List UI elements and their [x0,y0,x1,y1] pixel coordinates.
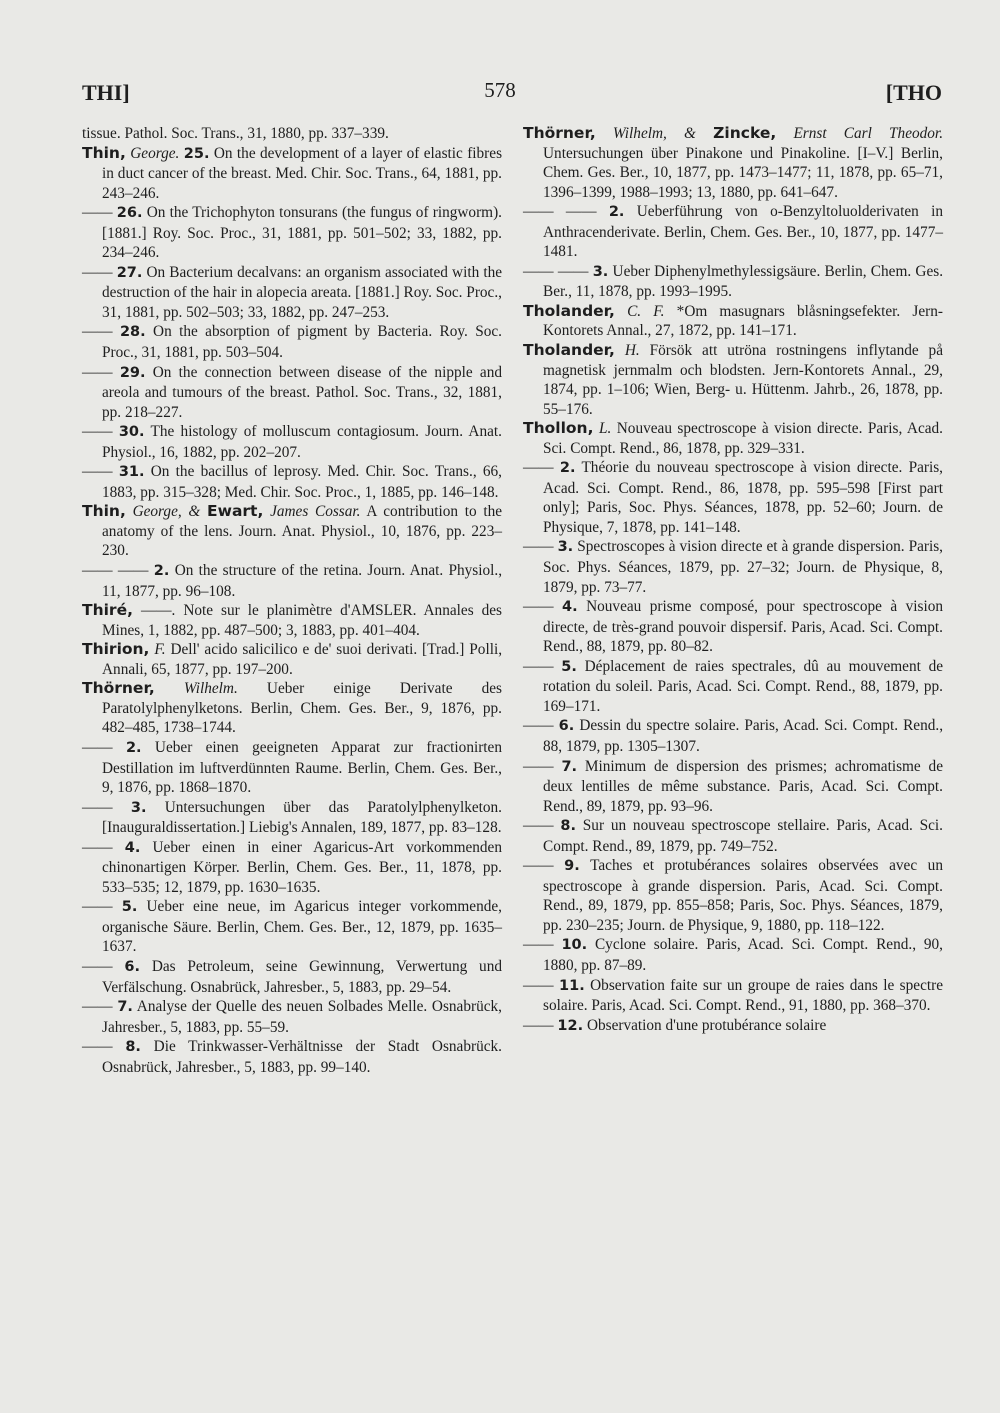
bibliography-entry [523,816,943,856]
bibliography-entry [82,897,502,957]
entry-text: A contribution to the anatomy of the lens. Journ. Anat. Physiol., 10, 1876, pp. 223–230. [102,503,503,560]
entry-text: Ueber einige Derivate des Paratolylphenylketons. Berlin, Chem. Ges. Ber., 9, 1876, pp. 482–485, 1738–1744. [102,680,502,737]
entry-number: 3. [592,263,609,280]
entry-number: 30. [118,424,145,441]
entry-number: 10. [561,937,588,954]
entry-text: On the Trichophyton tonsurans (the fungus of ringworm). [1881.] Roy. Soc. Proc., 31, 1881, pp. 501–502; 33, 1882, pp. 234–246. [102,204,502,262]
entry-number: 27. [116,264,143,281]
bibliography-entry [82,363,502,423]
entry-dash: —— [82,204,113,222]
bibliography-entry [523,976,943,1016]
entry-text: Das Petroleum, seine Gewinnung, Verwertung und Verfälschung. Osnabrück, Jahresber., 5, 1883, pp. 29–54. [102,957,502,996]
bibliography-entry [523,458,943,537]
entry-text: Ueber einen geeigneten Apparat zur fractionirten Destillation im luftverdünnten Raume. Berlin, Chem. Ges. Ber., 9, 1876, pp. 1868–1870. [102,738,502,797]
entry-number: 26. [116,205,143,222]
entry-dash: —— [523,657,554,675]
bibliography-entry [523,716,943,756]
entry-number: 2. [153,563,170,580]
entry-dash: —— —— [523,262,589,280]
bibliography-entry [82,601,502,640]
entry-dash: —— [82,463,113,481]
entry-dash: —— [523,976,554,994]
bibliography-entry [82,738,502,798]
entry-number: 12. [557,1017,584,1034]
bibliography-entry [523,597,943,657]
entry-number: 2. [559,460,576,477]
bibliography-entry [523,856,943,935]
entry-number: 7. [561,758,578,775]
bibliography-entry [82,679,502,738]
author-given-name: Wilhelm. [183,680,238,698]
bibliography-entry [82,997,502,1037]
author-name: Tholander, [523,301,615,320]
entry-number: 28. [119,324,146,341]
bibliography-entry [523,341,943,419]
entry-text: Ueber Diphenylmethylessigsäure. Berlin, Chem. Ges. Ber., 11, 1878, pp. 1993–1995. [543,262,944,301]
author-name: Thörner, [82,679,155,698]
left-column [82,124,502,1077]
entry-number: 2. [608,204,625,221]
entry-dash: —— [523,817,554,835]
entry-text: tissue. Pathol. Soc. Trans., 31, 1880, pp. 337–339. [82,125,389,142]
bibliography-entry [82,124,502,144]
entry-dash: —— [82,998,113,1016]
bibliography-entry [523,1016,943,1037]
entry-text: Minimum de dispersion des prismes; achromatisme de deux lentilles de même substance. Paris, Acad. Sci. Compt. Rend., 89, 1879, pp. 93–96. [543,757,943,815]
entry-text: Analyse der Quelle des neuen Solbades Melle. Osnabrück, Jahresber., 5, 1883, pp. 55–59. [102,998,502,1036]
author-given-name: George. [130,144,180,162]
bibliography-entry [82,462,502,502]
author-given-name: F. [154,641,166,659]
bibliography-entry [82,957,502,997]
author-given-name: L. [598,420,612,438]
bibliography-entry [523,757,943,817]
running-head-right: [THO [885,80,942,105]
author-name: Thörner, [523,124,596,142]
coauthor-given-name: Ernst Carl Theodor. [793,125,944,142]
entry-dash: —— [82,957,113,975]
entry-text: *Om masugnars blåsningsefekter. Jern-Kontorets Annal., 27, 1872, pp. 141–171. [543,302,943,340]
entry-text: ——. Note sur le planimètre d'AMSLER. Annales des Mines, 1, 1882, pp. 487–500; 3, 1883, pp. 401–404. [102,602,503,639]
entry-text: Taches et protubérances solaires observées avec un spectroscope à grande dispersion. Paris, Acad. Sci. Compt. Rend., 89, 1879, pp. 855–858; Paris, Soc. Phys. Séances, 1879, pp. 230–235; Journ. de Physique, 9, 1880, pp. 118–122. [543,857,943,934]
bibliography-entry [523,537,943,597]
entry-dash: —— [523,1016,554,1034]
author-given-name: C. F. [627,302,665,320]
entry-dash: —— [523,717,554,735]
author-name: Thin, [82,143,126,162]
entry-number: 8. [560,818,576,835]
entry-text: On the structure of the retina. Journ. Anat. Physiol., 11, 1877, pp. 96–108. [102,562,503,600]
bibliography-entry [82,1037,502,1077]
bibliography-entry [82,263,502,323]
entry-dash: —— [82,738,113,756]
entry-dash: —— [523,459,554,477]
entry-dash: —— [82,363,113,381]
entry-number: 5. [561,658,577,675]
entry-number: 31. [118,464,145,481]
bibliography-entry [82,640,502,679]
bibliography-entry [82,798,502,838]
entry-text: Théorie du nouveau spectroscope à vision directe. Paris, Acad. Sci. Compt. Rend., 86, 1878, pp. 595–598 [First part only]; Paris, Soc. Phys. Séances, 1878, pp. 52–60; Journ. de Physique, 7, 1878, pp. 141–148. [543,459,943,536]
bibliography-entry [523,202,943,262]
entry-dash: —— [523,598,554,616]
bibliography-entry [523,935,943,975]
bibliography-entry [82,561,502,601]
entry-dash: —— [523,936,554,954]
bibliography-entry [82,203,502,263]
entry-dash: —— [82,898,113,916]
bibliography-entry [82,502,502,561]
entry-text: Untersuchungen über Pinakone und Pinakoline. [I–V.] Berlin, Chem. Ges. Ber., 10, 1877, pp. 1473–1477; 11, 1878, pp. 65–71, 1396–1399, 1988–1993; 13, 1880, pp. 641–647. [543,144,943,201]
author-name: Thiré, [82,601,133,620]
author-name: Thirion, [82,640,150,659]
entry-text: On the development of a layer of elastic fibres in duct cancer of the breast. Med. Chir. Soc. Trans., 64, 1881, pp. 243–246. [102,144,503,202]
entry-text: Dell' acido salicilico e de' suoi derivati. [Trad.] Polli, Annali, 65, 1877, pp. 197–200. [102,641,503,678]
entry-text: Déplacement de raies spectrales, dû au mouvement de rotation du soleil. Paris, Acad. Sci. Compt. Rend., 88, 1879, pp. 169–171. [543,657,944,715]
bibliography-entry [523,657,943,717]
bibliography-entry [82,838,502,898]
entry-number: 3. [130,799,147,816]
entry-text: Observation d'une protubérance solaire [586,1016,827,1034]
entry-number: 4. [562,599,578,616]
entry-text: On Bacterium decalvans: an organism associated with the destruction of the hair in alopecia areata. [1881.] Roy. Soc. Proc., 31, 1881, pp. 502–503; 33, 1882, pp. 247–253. [102,263,503,321]
entry-text: Untersuchungen über das Paratolylphenylketon. [Inauguraldissertation.] Liebig's Annalen, 189, 1877, pp. 83–128. [102,798,503,837]
entry-text: Ueberführung von o-Benzyltoluolderivaten in Anthracenderivate. Berlin, Chem. Ges. Ber., 10, 1877, pp. 1477–1481. [543,203,943,261]
bibliography-entry [523,124,943,202]
entry-number: 9. [564,858,580,875]
entry-text: On the connection between disease of the nipple and areola and tumours of the breast. Pathol. Soc. Trans., 32, 1881, pp. 218–227. [102,363,502,421]
entry-text: Ueber eine neue, im Agaricus integer vorkommende, organische Säure. Berlin, Chem. Ges. Ber., 12, 1879, pp. 1635–1637. [102,898,503,956]
author-name: Tholander, [523,341,615,360]
entry-number: 29. [119,364,146,381]
bibliography-entry [523,302,943,341]
entry-dash: —— [82,798,113,816]
entry-number: 2. [125,739,142,756]
coauthor-name: Ewart, [207,502,264,521]
right-column [523,124,943,1036]
entry-number: 6. [558,718,575,735]
bibliography-entry [82,422,502,462]
entry-text: The histology of molluscum contagiosum. Journ. Anat. Physiol., 16, 1882, pp. 202–207. [102,423,502,461]
entry-text: On the absorption of pigment by Bacteria. Roy. Soc. Proc., 31, 1881, pp. 503–504. [102,323,503,362]
author-given-name: Wilhelm, & [612,125,696,142]
entry-text: Dessin du spectre solaire. Paris, Acad. Sci. Compt. Rend., 88, 1879, pp. 1305–1307. [543,717,944,755]
entry-text: Nouveau prisme composé, pour spectroscope à vision directe, de très-grand pouvoir dispersif. Paris, Acad. Sci. Compt. Rend., 88, 1879, pp. 80–82. [543,598,943,656]
entry-number: 5. [121,899,138,916]
entry-text: Observation faite sur un groupe de raies dans le spectre solaire. Paris, Acad. Sci. Compt. Rend., 91, 1880, pp. 368–370. [543,976,943,1015]
entry-number: 11. [559,977,585,994]
entry-dash: —— [82,423,113,441]
entry-dash: —— [82,1038,113,1056]
bibliography-entry [82,322,502,362]
entry-number: 25. [183,145,210,162]
entry-dash: —— [82,838,113,856]
entry-number: 3. [557,539,574,556]
entry-number: 8. [125,1039,141,1056]
running-head-left: THI] [82,80,130,105]
entry-dash: —— [82,263,113,281]
bibliography-entry [82,144,502,204]
coauthor-given-name: James Cossar. [270,503,361,521]
entry-number: 4. [124,839,141,856]
page-number: 578 [484,78,516,102]
entry-dash: —— [523,538,554,556]
bibliography-entry [523,262,943,302]
entry-dash: —— —— [82,562,149,580]
entry-text: Die Trinkwasser-Verhältnisse der Stadt Osnabrück. Osnabrück, Jahresber., 5, 1883, pp. 99–140. [102,1038,502,1076]
coauthor-name: Zincke, [713,124,777,142]
entry-dash: —— [82,323,113,341]
entry-dash: —— —— [523,203,597,221]
entry-number: 6. [124,958,141,975]
author-name: Thin, [82,502,126,521]
entry-text: Spectroscopes à vision directe et à grande dispersion. Paris, Soc. Phys. Séances, 1879, pp. 27–32; Journ. de Physique, 8, 1879, pp. 73–77. [543,538,944,596]
entry-dash: —— [523,757,554,775]
entry-text: On the bacillus of leprosy. Med. Chir. Soc. Trans., 66, 1883, pp. 315–328; Med. Chir. Soc. Proc., 1, 1885, pp. 146–148. [102,463,502,501]
entry-text: Försök att utröna rostningens inflytande på magnetisk jernmalm och blodsten. Jern-Kontorets Annal., 29, 1874, pp. 1–106; Wien, Berg- u. Hüttenm. Jahrb., 26, 1878, pp. 55–176. [543,342,943,418]
author-name: Thollon, [523,419,594,438]
entry-dash: —— [523,857,554,875]
entry-text: Cyclone solaire. Paris, Acad. Sci. Compt. Rend., 90, 1880, pp. 87–89. [543,936,943,974]
author-given-name: H. [624,342,640,360]
entry-number: 7. [117,999,133,1016]
author-given-name: George, & [132,503,201,521]
entry-text: Nouveau spectroscope à vision directe. Paris, Acad. Sci. Compt. Rend., 86, 1878, pp. 329–331. [543,420,944,457]
entry-text: Ueber einen in einer Agaricus-Art vorkommenden chinonartigen Körper. Berlin, Chem. Ges. Ber., 11, 1878, pp. 533–535; 12, 1879, pp. 1630–1635. [102,838,502,896]
bibliography-entry [523,419,943,458]
entry-text: Sur un nouveau spectroscope stellaire. Paris, Acad. Sci. Compt. Rend., 89, 1879, pp. 749–752. [543,817,943,855]
